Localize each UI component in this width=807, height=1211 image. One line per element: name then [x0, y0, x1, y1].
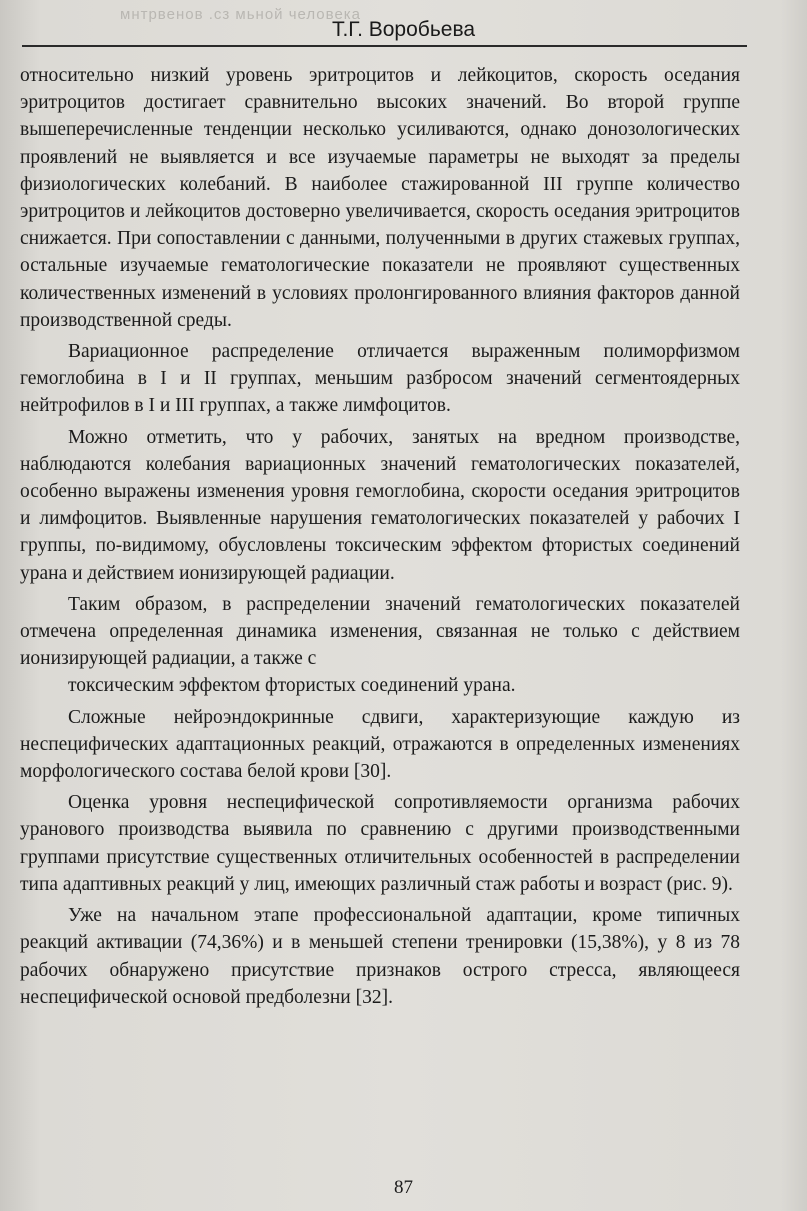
bleed-through-text: мнтрвенов .сз мьной человека [120, 6, 362, 23]
paragraph: токсическим эффектом фтористых соединений урана. [68, 675, 516, 697]
paragraph: Оценка уровня неспецифической сопротивляемости организма рабочих уранового производства выявила по сравнению с другими производственными группами присутствие существенных отличительных особенностей в распределении типа адаптивных реакций у лиц, имеющих различный стаж работы и возраст (рис. 9). [20, 792, 740, 895]
page-number: 87 [394, 1177, 413, 1198]
paragraph: Можно отметить, что у рабочих, занятых на вредном производстве, наблюдаются колебания вариационных значений гематологических показателей, особенно выражены изменения уровня гемоглобина, скорости оседания эритроцитов и лимфоцитов. Выявленные нарушения гематологических показателей у рабочих I группы, по-видимому, обусловлены токсическим эффектом фтористых соединений урана и действием ионизирующей радиации. [20, 426, 740, 584]
paragraph: Сложные нейроэндокринные сдвиги, характеризующие каждую из неспецифических адаптационных реакций, отражаются в определенных изменениях морфологического состава белой крови [30]. [20, 706, 740, 783]
running-head: Т.Г. Воробьева [331, 18, 476, 41]
paragraph: Уже на начальном этапе профессиональной адаптации, кроме типичных реакций активации (74,36%) и в меньшей степени тренировки (15,38%), у 8 из 78 рабочих обнаружено присутствие признаков острого стресса, являющееся неспецифической основой предболезни [32]. [20, 905, 740, 1008]
body-text [20, 62, 740, 1015]
paragraph: относительно низкий уровень эритроцитов и лейкоцитов, скорость оседания эритроцитов достигает сравнительно высоких значений. Во второй группе вышеперечисленные тенденции несколько усиливаются, однако донозологических проявлений не выявляется и все изучаемые параметры не выходят за пределы физиологических колебаний. В наиболее стажированной III группе количество эритроцитов и лейкоцитов достоверно увеличивается, скорость оседания эритроцитов снижается. При сопоставлении с данными, полученными в других стажевых группах, остальные изучаемые гематологические показатели не проявляют существенных количественных изменений в условиях пролонгированного влияния факторов данной производственной среды. [20, 65, 740, 331]
header-rule [22, 45, 747, 47]
paragraph: Таким образом, в распределении значений гематологических показателей отмечена определенная динамика изменения, связанная не только с действием ионизирующей радиации, а также с [20, 593, 740, 670]
paragraph: Вариационное распределение отличается выраженным полиморфизмом гемоглобина в I и II группах, меньшим разбросом значений сегментоядерных нейтрофилов в I и III группах, а также лимфоцитов. [20, 341, 740, 417]
